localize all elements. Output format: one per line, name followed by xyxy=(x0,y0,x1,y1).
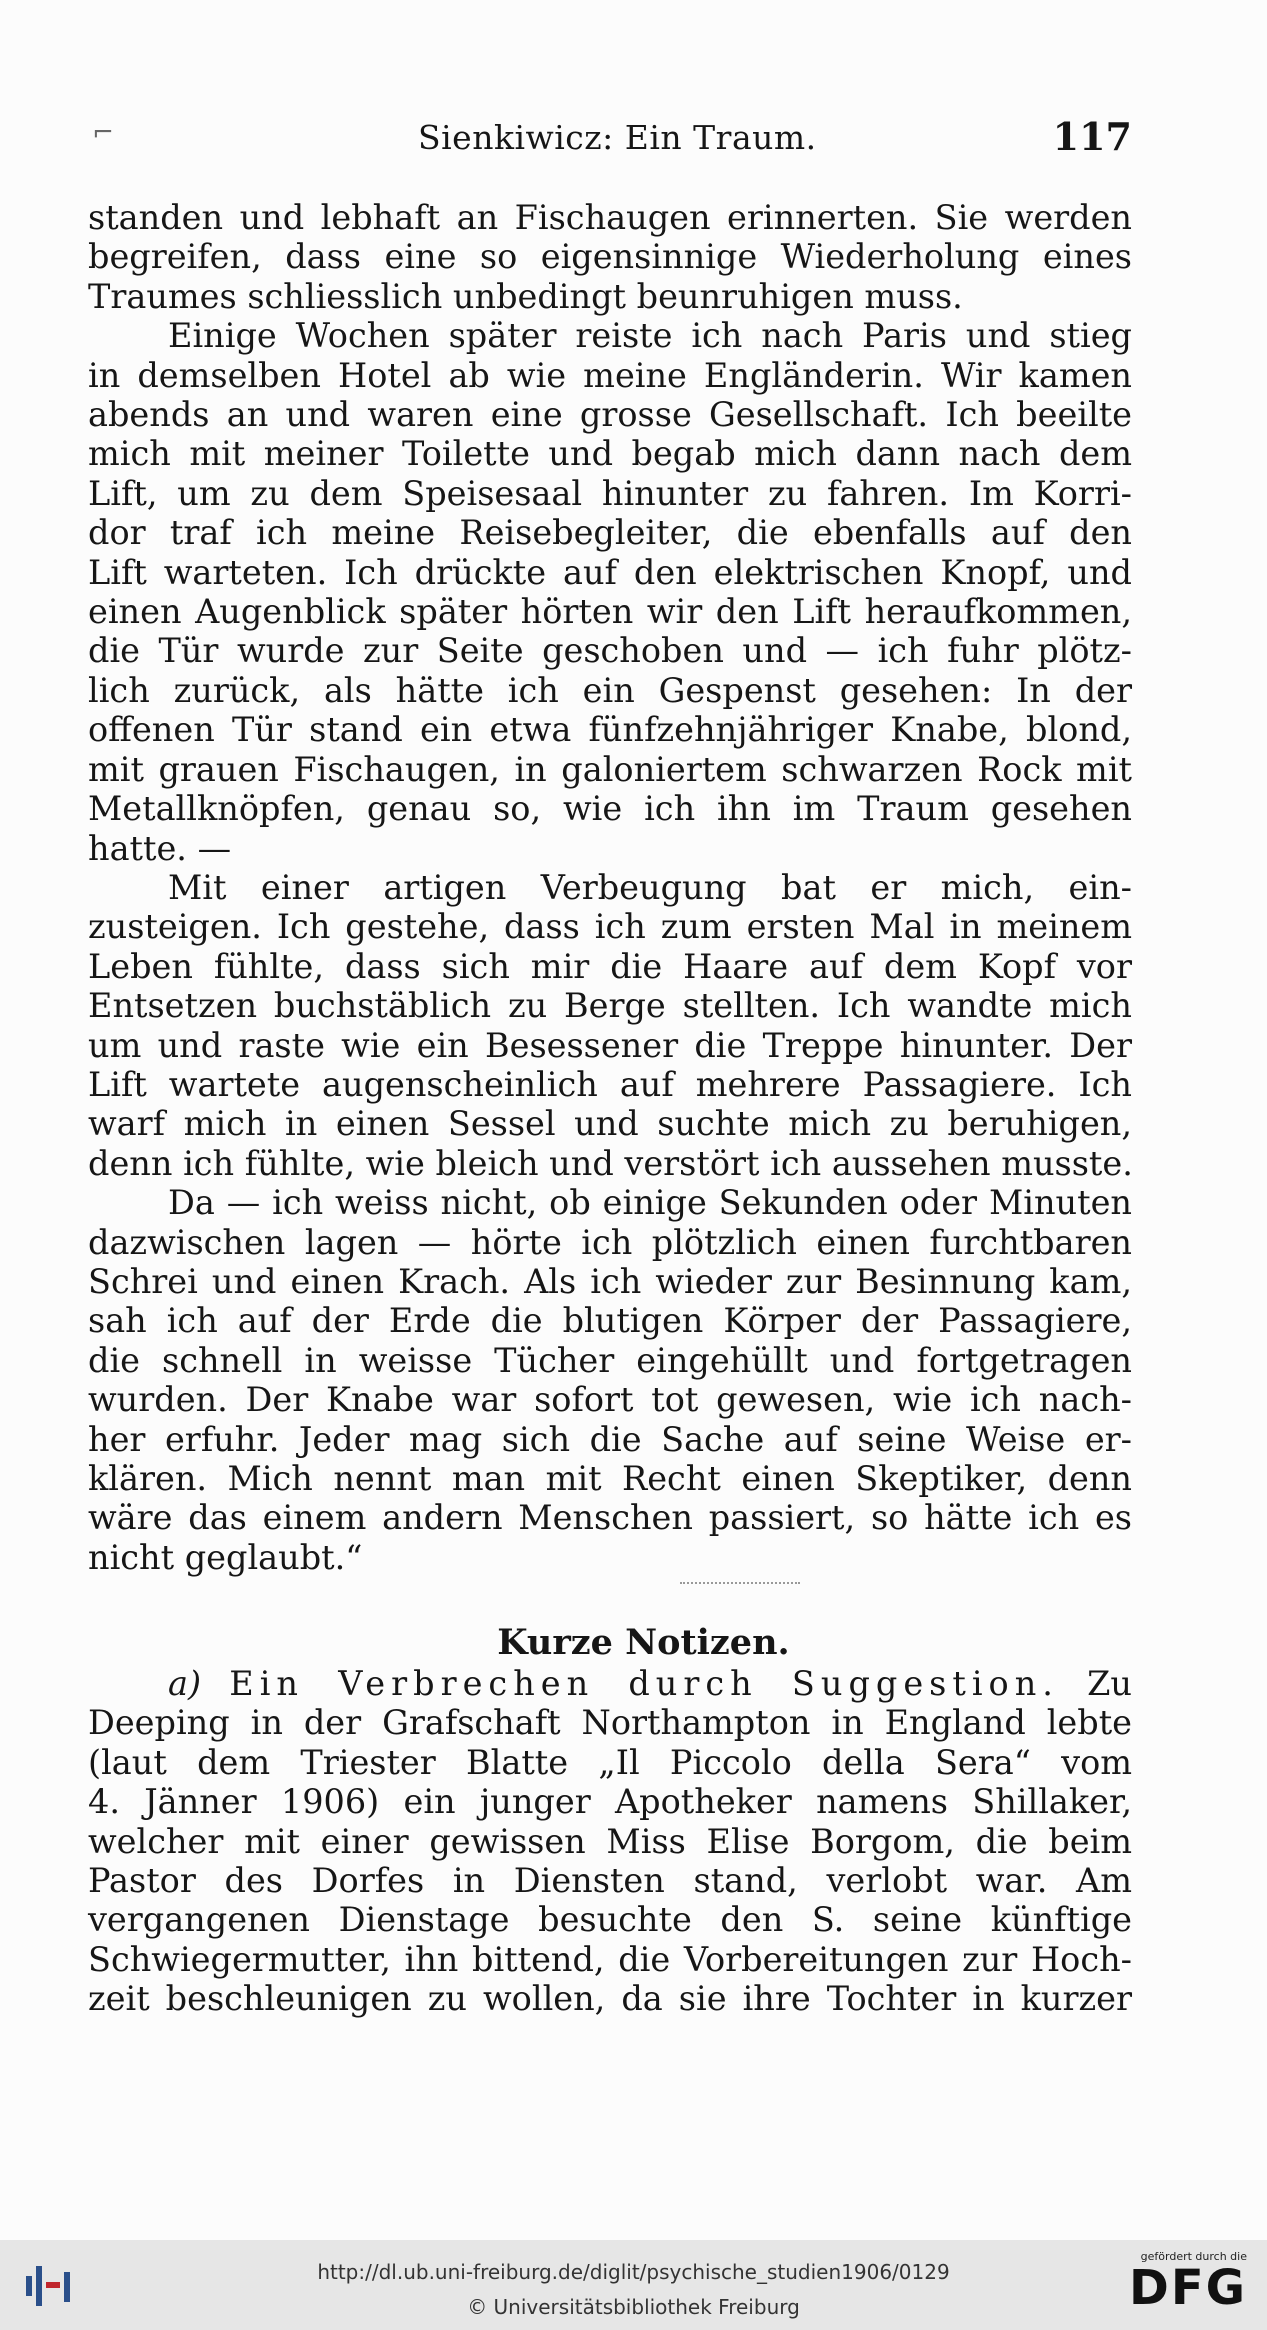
text-line: die schnell in weisse Tücher eingehüllt und fortgetragen xyxy=(88,1340,1132,1380)
text-line: Traumes schliesslich unbedingt beunruhigen muss. xyxy=(88,276,963,316)
text-line: hatte. — xyxy=(88,828,232,868)
text-line: Einige Wochen später reiste ich nach Paris und stieg xyxy=(168,316,1132,356)
text-line: mich mit meiner Toilette und begab mich dann nach dem xyxy=(88,434,1132,474)
text-line: begreifen, dass eine so eigensinnige Wiederholung eines xyxy=(88,237,1132,277)
sponsor-caption: gefördert durch die xyxy=(1140,2250,1247,2263)
page-number: 117 xyxy=(1052,114,1132,159)
notice-line: 4. Jänner 1906) ein junger Apotheker namens Shillaker, xyxy=(88,1782,1132,1822)
section-divider xyxy=(680,1582,800,1586)
text-line: offenen Tür stand ein etwa fünfzehnjähriger Knabe, blond, xyxy=(88,710,1132,750)
text-line: lich zurück, als hätte ich ein Gespenst gesehen: In der xyxy=(88,670,1132,710)
text-line: standen und lebhaft an Fischaugen erinnerten. Sie werden xyxy=(88,198,1132,237)
notice-line: welcher mit einer gewissen Miss Elise Borgom, die beim xyxy=(88,1821,1132,1861)
text-line: Lift wartete augenscheinlich auf mehrere Passagiere. Ich xyxy=(88,1064,1132,1104)
text-line: Lift warteten. Ich drückte auf den elektrischen Knopf, und xyxy=(88,552,1132,592)
text-line: um und raste wie ein Besessener die Treppe hinunter. Der xyxy=(88,1025,1132,1065)
text-line: dazwischen lagen — hörte ich plötzlich einen furchtbaren xyxy=(88,1222,1132,1262)
notice-first-line xyxy=(88,1664,1132,1703)
running-header xyxy=(88,114,1132,166)
notice-line: Schwiegermutter, ihn bittend, die Vorbereitungen zur Hoch- xyxy=(88,1939,1132,1979)
source-url[interactable]: http://dl.ub.uni-freiburg.de/diglit/psychische_studien1906/0129 xyxy=(317,2260,950,2284)
text-line: wurden. Der Knabe war sofort tot gewesen, wie ich nach- xyxy=(88,1380,1132,1420)
notice-lines xyxy=(88,1703,1132,2018)
text-line: Mit einer artigen Verbeugung bat er mich, ein- xyxy=(168,867,1132,907)
text-line: klären. Mich nennt man mit Recht einen Skeptiker, denn xyxy=(88,1459,1132,1498)
dfg-logo: DFG xyxy=(1128,2260,1247,2316)
text-line: abends an und waren eine grosse Gesellschaft. Ich beeilte xyxy=(88,395,1132,435)
story-text xyxy=(88,198,1132,1577)
text-line: in demselben Hotel ab wie meine Engländerin. Wir kamen xyxy=(88,355,1132,395)
text-line: einen Augenblick später hörten wir den Lift heraufkommen, xyxy=(88,592,1132,632)
text-line: Schrei und einen Krach. Als ich wieder zur Besinnung kam, xyxy=(88,1261,1132,1301)
text-line: nicht geglaubt.“ xyxy=(88,1537,363,1577)
sponsor-logo xyxy=(1117,2250,1247,2322)
section-title: Kurze Notizen. xyxy=(497,1622,790,1663)
text-line: warf mich in einen Sessel und suchte mich zu beruhigen, xyxy=(88,1104,1132,1144)
running-title: Sienkiwicz: Ein Traum. xyxy=(418,118,817,157)
text-line: die Tür wurde zur Seite geschoben und — ich fuhr plötz- xyxy=(88,631,1132,671)
item-marker: a) xyxy=(168,1664,202,1703)
notice-line: Deeping in der Grafschaft Northampton in England lebte xyxy=(88,1703,1132,1743)
text-line: dor traf ich meine Reisebegleiter, die ebenfalls auf den xyxy=(88,513,1132,553)
item-heading: Ein Verbrechen durch Suggestion. xyxy=(229,1664,1059,1703)
text-line: mit grauen Fischaugen, in galoniertem schwarzen Rock mit xyxy=(88,749,1132,789)
text-line: sah ich auf der Erde die blutigen Körper der Passagiere, xyxy=(88,1301,1132,1341)
text-line: wäre das einem andern Menschen passiert, so hätte ich es xyxy=(88,1498,1132,1538)
viewer-footer xyxy=(0,2240,1267,2330)
text-line: Lift, um zu dem Speisesaal hinunter zu fahren. Im Korri- xyxy=(88,473,1132,513)
notice-line: zeit beschleunigen zu wollen, da sie ihre Tochter in kurzer xyxy=(88,1979,1132,2019)
first-line-rest: Zu xyxy=(1087,1664,1132,1703)
notice-text xyxy=(88,1664,1132,2019)
text-line: her erfuhr. Jeder mag sich die Sache auf seine Weise er- xyxy=(88,1419,1132,1459)
text-line: zusteigen. Ich gestehe, dass ich zum ersten Mal in meinem xyxy=(88,907,1132,947)
margin-mark: ⌐ xyxy=(92,118,114,148)
text-line: Da — ich weiss nicht, ob einige Sekunden oder Minuten xyxy=(168,1183,1132,1223)
notice-line: vergangenen Dienstage besuchte den S. seine künftige xyxy=(88,1900,1132,1940)
text-line: denn ich fühlte, wie bleich und verstört ich aussehen musste. xyxy=(88,1143,1133,1183)
text-line: Entsetzen buchstäblich zu Berge stellten. Ich wandte mich xyxy=(88,986,1132,1026)
copyright-notice: © Universitätsbibliothek Freiburg xyxy=(467,2295,800,2319)
text-line: Leben fühlte, dass sich mir die Haare auf dem Kopf vor xyxy=(88,946,1132,986)
notice-line: (laut dem Triester Blatte „Il Piccolo della Sera“ vom xyxy=(88,1742,1132,1782)
notice-line: Pastor des Dorfes in Diensten stand, verlobt war. Am xyxy=(88,1861,1132,1901)
text-line: Metallknöpfen, genau so, wie ich ihn im Traum gesehen xyxy=(88,789,1132,829)
